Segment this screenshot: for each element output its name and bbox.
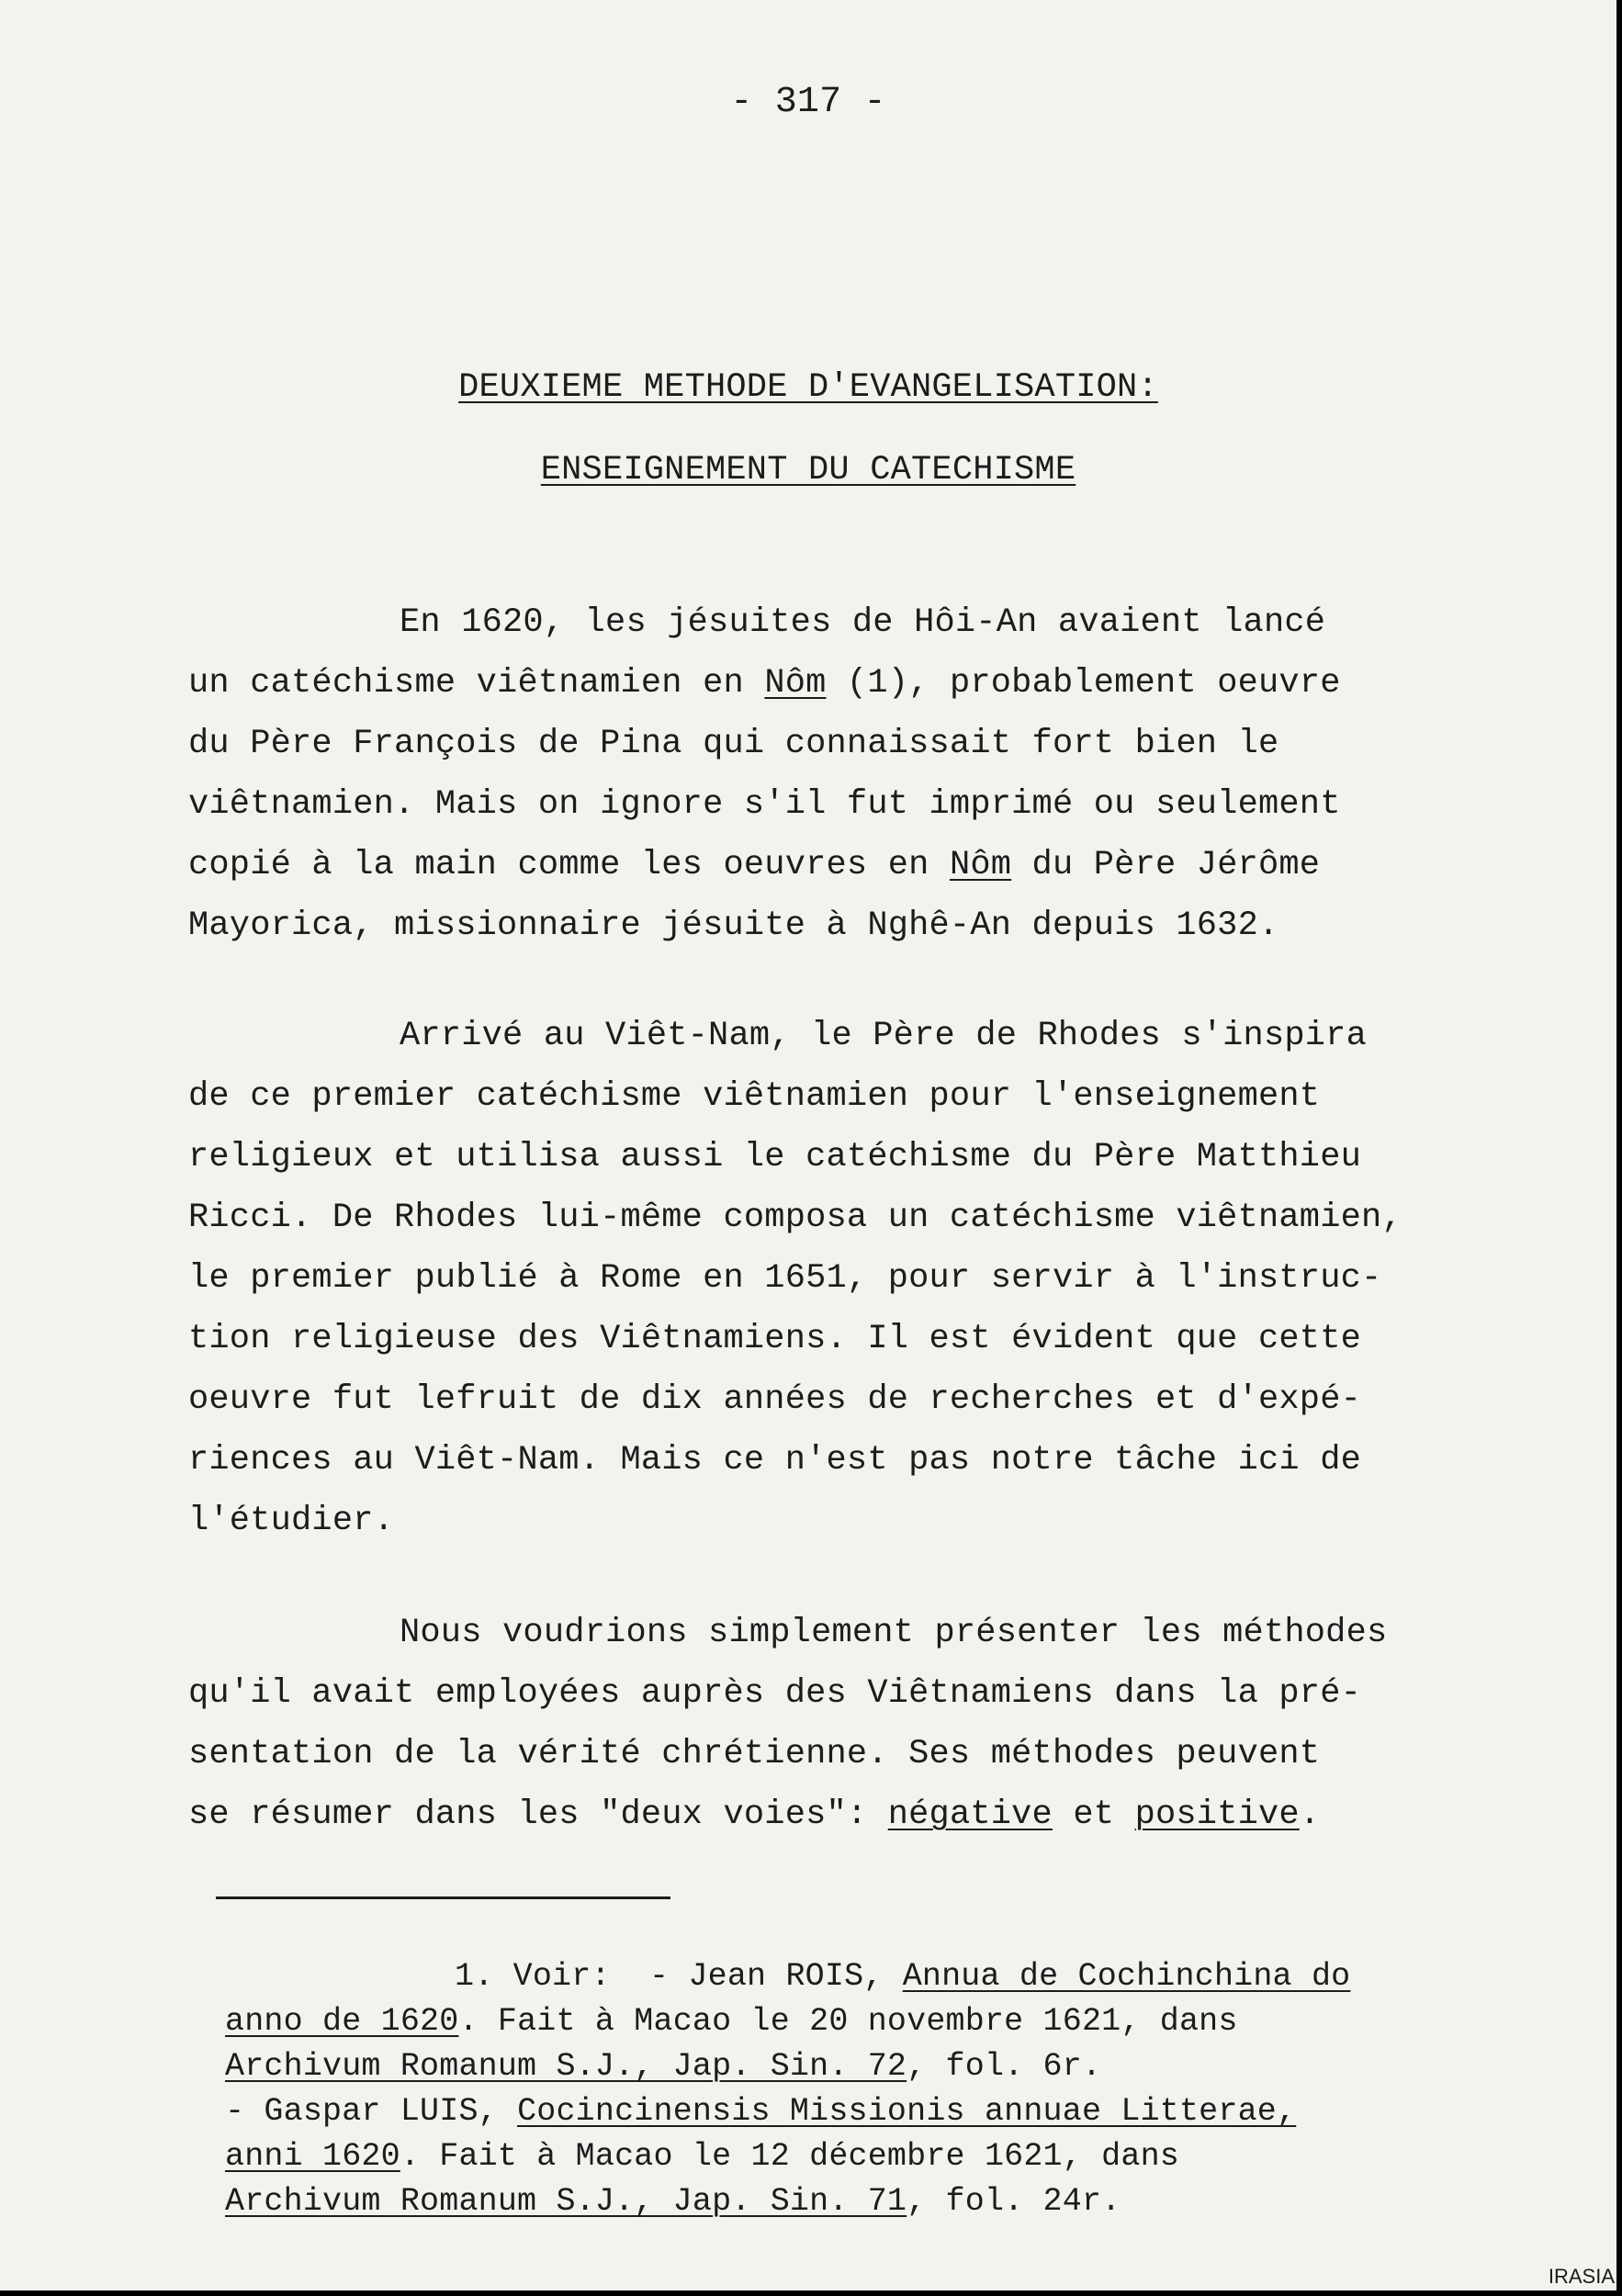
paragraph-line: copié à la main comme les oeuvres en Nôm du Père Jérôme — [188, 846, 1321, 884]
paragraph-line: riences au Viêt-Nam. Mais ce n'est pas notre tâche ici de — [188, 1441, 1362, 1480]
paragraph-line: l'étudier. — [188, 1502, 395, 1540]
section-title-line-1-text: DEUXIEME METHODE D'EVANGELISATION: — [458, 368, 1158, 407]
footnote-1-details: . Fait à Macao le 20 novembre 1621, dans — [458, 2003, 1238, 2040]
paragraph-line: du Père François de Pina qui connaissait fort bien le — [188, 725, 1279, 763]
footnote-2-archive: Archivum Romanum S.J., Jap. Sin. 71 — [225, 2183, 907, 2220]
paragraph-line: de ce premier catéchisme viêtnamien pour l'enseignement — [188, 1077, 1321, 1116]
underlined-term: Nôm — [764, 664, 827, 703]
footnote-line — [225, 2179, 1529, 2224]
paragraph-line: un catéchisme viêtnamien en Nôm (1), probablement oeuvre — [188, 664, 1341, 703]
paragraph-line: Ricci. De Rhodes lui-même composa un catéchisme viêtnamien, — [188, 1199, 1402, 1237]
paragraph-line: tion religieuse des Viêtnamiens. Il est évident que cette — [188, 1320, 1362, 1358]
paragraph-1 — [188, 592, 1511, 956]
footnote-2-title-cont: anni 1620 — [225, 2138, 400, 2175]
footnote-1-title-cont: anno de 1620 — [225, 2003, 459, 2040]
footnote-line — [225, 1954, 1529, 1999]
source-watermark: IRASIA — [1548, 2265, 1615, 2288]
footnote-line — [225, 1999, 1529, 2044]
paragraph-line: religieux et utilisa aussi le catéchisme du Père Matthieu — [188, 1138, 1362, 1176]
footnote-1-archive: Archivum Romanum S.J., Jap. Sin. 72 — [225, 2048, 907, 2085]
paragraph-3 — [188, 1603, 1511, 1845]
section-title-line-2-text: ENSEIGNEMENT DU CATECHISME — [540, 451, 1076, 490]
paragraph-2 — [188, 1006, 1511, 1551]
page-number: - 317 - — [730, 82, 886, 123]
footnote-line — [225, 2134, 1529, 2179]
footnote-2-details: . Fait à Macao le 12 décembre 1621, dans — [400, 2138, 1179, 2175]
paragraph-line: oeuvre fut lefruit de dix années de recherches et d'expé- — [188, 1380, 1362, 1419]
underlined-term: positive — [1134, 1795, 1300, 1834]
paragraph-line: qu'il avait employées auprès des Viêtnamiens dans la pré- — [188, 1674, 1362, 1713]
underlined-term: négative — [887, 1795, 1053, 1834]
paragraph-line: En 1620, les jésuites de Hôi-An avaient lancé — [400, 603, 1326, 642]
footnote-2-lead: - Gaspar LUIS, — [225, 2093, 518, 2130]
footnote-1-lead: 1. Voir: - Jean ROIS, — [455, 1958, 903, 1995]
footnote-line — [225, 2089, 1529, 2134]
underlined-term: Nôm — [949, 846, 1012, 884]
footnote-1-folio: , fol. 6r. — [907, 2048, 1102, 2085]
paragraph-line: se résumer dans les "deux voies": négative et positive. — [188, 1795, 1321, 1834]
paragraph-line: viêtnamien. Mais on ignore s'il fut imprimé ou seulement — [188, 785, 1341, 824]
footnote-2-folio: , fol. 24r. — [907, 2183, 1121, 2220]
paragraph-line: le premier publié à Rome en 1651, pour servir à l'instruc- — [188, 1259, 1382, 1298]
section-title-line-1 — [0, 358, 1616, 417]
paragraph-line: Nous voudrions simplement présenter les méthodes — [400, 1614, 1388, 1652]
footnotes — [225, 1954, 1529, 2224]
paragraph-line: Mayorica, missionnaire jésuite à Nghê-An depuis 1632. — [188, 906, 1279, 945]
paragraph-line: Arrivé au Viêt-Nam, le Père de Rhodes s'inspira — [400, 1017, 1367, 1055]
footnote-2-title: Cocincinensis Missionis annuae Litterae, — [517, 2093, 1297, 2130]
footnote-1-title: Annua de Cochinchina do — [902, 1958, 1351, 1995]
footnote-line — [225, 2044, 1529, 2089]
section-title-line-2 — [0, 441, 1616, 500]
footnote-separator — [216, 1896, 670, 1899]
paragraph-line: sentation de la vérité chrétienne. Ses méthodes peuvent — [188, 1735, 1321, 1773]
